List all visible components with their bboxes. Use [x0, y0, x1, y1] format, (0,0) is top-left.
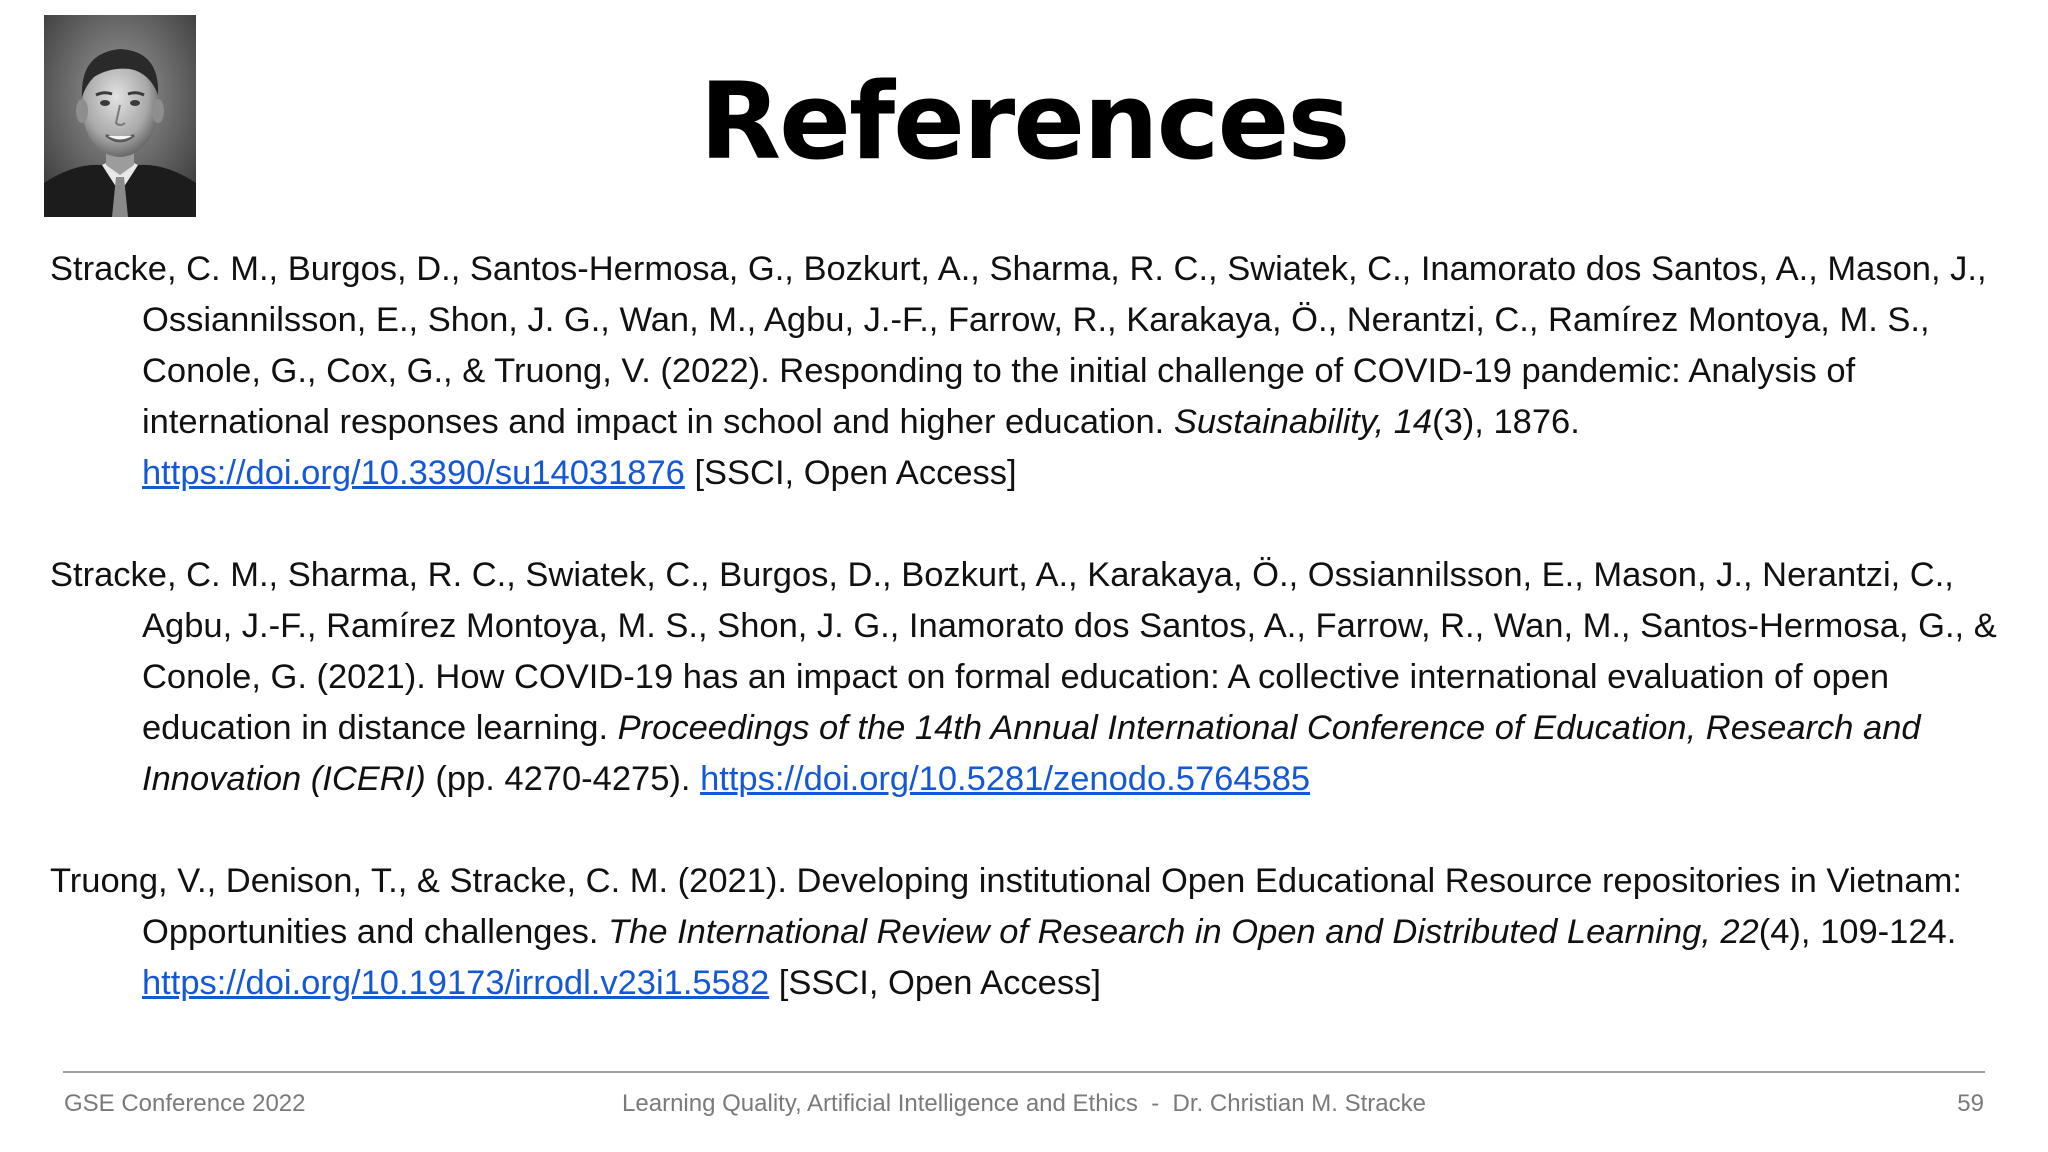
reference-item: [50, 856, 2010, 1009]
reference-doi-link[interactable]: https://doi.org/10.3390/su14031876: [142, 454, 685, 492]
reference-issue: (3), 1876.: [1432, 403, 1580, 441]
reference-issue: (4), 109-124.: [1758, 913, 1957, 951]
footer-divider: [63, 1071, 1985, 1073]
reference-item: [50, 244, 2010, 499]
reference-pages: (pp. 4270-4275).: [425, 760, 701, 798]
slide-title: References: [699, 60, 1349, 183]
reference-journal: The International Review of Research in Open and Distributed Learning, 22: [608, 913, 1759, 951]
reference-note: [SSCI, Open Access]: [684, 454, 1017, 492]
footer-talk-title: Learning Quality, Artificial Intelligence and Ethics - Dr. Christian M. Stracke: [622, 1090, 1426, 1117]
reference-list: [50, 244, 2010, 1009]
footer-page-number: 59: [1957, 1090, 1984, 1117]
reference-journal: Sustainability, 14: [1173, 403, 1433, 441]
reference-doi-link[interactable]: https://doi.org/10.5281/zenodo.5764585: [700, 760, 1311, 798]
reference-item: [50, 550, 2010, 805]
footer-conference-name: GSE Conference 2022: [64, 1090, 306, 1117]
reference-authors: Stracke, C. M., Burgos, D., Santos-Hermosa, G., Bozkurt, A., Sharma, R. C., Swiatek, C., Inamorato dos Santos, A., Mason, J., Ossiannilsson, E., Shon, J. G., Wan, M., Agbu, J.-F., Farrow, R., Karakaya, Ö., Nerantzi, C., Ramírez Montoya, M. S., Conole, G., Cox, G., & Truong, V. (2022). Responding to the initial challenge of COVID-19 pandemic: Analysis of international responses and impact in school and higher education.: [50, 250, 1987, 441]
reference-note: [SSCI, Open Access]: [769, 964, 1101, 1002]
reference-proceedings: Proceedings of the 14th Annual International Conference of Education, Research and Innovation (ICERI): [142, 709, 1921, 798]
reference-authors: Stracke, C. M., Sharma, R. C., Swiatek, C., Burgos, D., Bozkurt, A., Karakaya, Ö., Ossiannilsson, E., Mason, J., Nerantzi, C., Agbu, J.-F., Ramírez Montoya, M. S., Shon, J. G., Inamorato dos Santos, A., Farrow, R., Wan, M., Santos-Hermosa, G., & Conole, G. (2021). How COVID-19 has an impact on formal education: A collective international evaluation of open education in distance learning.: [50, 556, 1997, 747]
reference-doi-link[interactable]: https://doi.org/10.19173/irrodl.v23i1.5582: [142, 964, 770, 1002]
reference-authors: Truong, V., Denison, T., & Stracke, C. M. (2021). Developing institutional Open Educational Resource repositories in Vietnam: Opportunities and challenges.: [50, 862, 1962, 951]
